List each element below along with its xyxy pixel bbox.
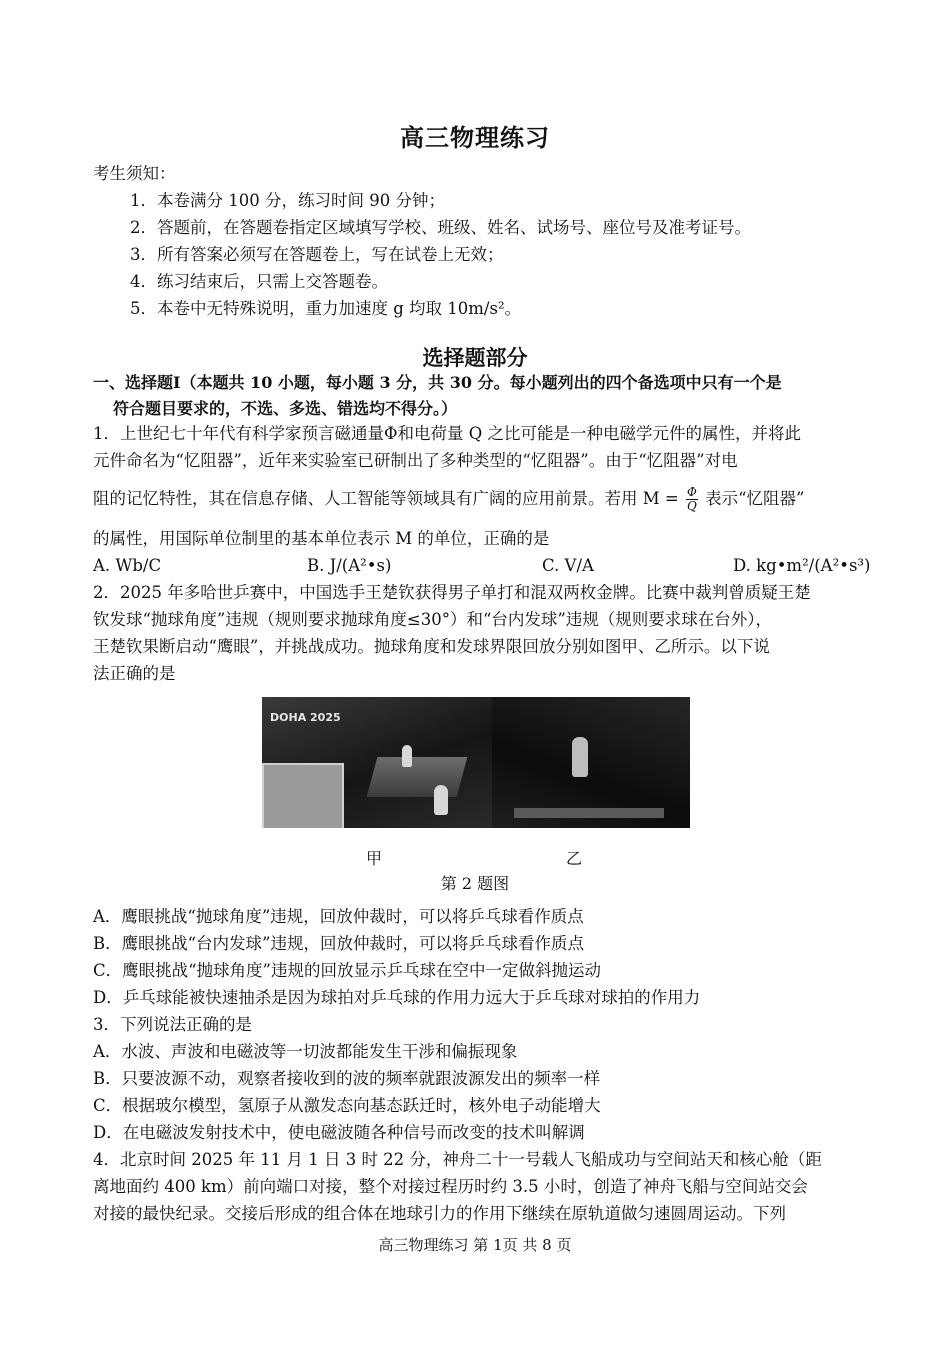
q1-option-d: D. kg•m²/(A²•s³) (733, 556, 871, 575)
page-title: 高三物理练习 (400, 123, 550, 152)
q2-option-b: B．鹰眼挑战“台内发球”违规，回放仲裁时，可以将乒乓球看作质点 (93, 934, 584, 953)
notice-item-1: 1．本卷满分 100 分，练习时间 90 分钟； (130, 191, 445, 210)
q1-line-2: 元件命名为“忆阻器”，近年来实验室已研制出了多种类型的“忆阻器”。由于“忆阻器”对电 (93, 451, 738, 470)
q4-line-2: 离地面约 400 km）前向端口对接，整个对接过程历时约 3.5 小时，创造了神舟飞船与空间站交会 (93, 1177, 808, 1196)
notice-item-4: 4．练习结束后，只需上交答题卷。 (130, 272, 388, 291)
q2-option-a: A．鹰眼挑战“抛球角度”违规，回放仲裁时，可以将乒乓球看作质点 (93, 907, 584, 926)
q2-option-c: C．鹰眼挑战“抛球角度”违规的回放显示乒乓球在空中一定做斜抛运动 (93, 961, 601, 980)
section-title: 选择题部分 (422, 345, 528, 370)
player-figure (572, 737, 588, 777)
photo-jia-text: DOHA 2025 (270, 711, 341, 724)
q2-line-4: 法正确的是 (93, 664, 176, 683)
figure-label-jia: 甲 (366, 849, 383, 868)
q1-option-c: C. V/A (542, 556, 594, 575)
q2-line-1: 2．2025 年多哈世乒赛中，中国选手王楚钦获得男子单打和混双两枚金牌。比赛中裁判曾质疑王楚 (93, 583, 811, 602)
figure-label-yi: 乙 (566, 849, 583, 868)
table-tennis-table (367, 757, 468, 797)
q1-line-3-post: 表示“忆阻器” (705, 489, 805, 508)
q1-line-3 (93, 486, 804, 513)
q1-line-1: 1．上世纪七十年代有科学家预言磁通量Φ和电荷量 Q 之比可能是一种电磁学元件的属性，并将此 (93, 424, 802, 443)
player-figure (434, 785, 448, 815)
q4-line-1: 4．北京时间 2025 年 11 月 1 日 3 时 22 分，神舟二十一号载人飞船成功与空间站天和核心舱（距 (93, 1150, 822, 1169)
q1-frac-den: Q (686, 499, 697, 513)
q1-option-b: B. J/(A²•s) (307, 556, 392, 575)
photo-yi (492, 697, 690, 828)
notice-item-3: 3．所有答案必须写在答题卷上，写在试卷上无效； (130, 245, 504, 264)
photo-jia (262, 697, 492, 828)
q2-line-2: 钦发球“抛球角度”违规（规则要求抛球角度≤30°）和“台内发球”违规（规则要求球在台外）， (93, 610, 773, 629)
q1-fraction (686, 486, 698, 513)
figure-caption: 第 2 题图 (440, 874, 510, 893)
q3-option-b: B．只要波源不动，观察者接收到的波的频率就跟波源发出的频率一样 (93, 1069, 601, 1088)
q3-option-a: A．水波、声波和电磁波等一切波都能发生干涉和偏振现象 (93, 1042, 518, 1061)
replay-banner (514, 808, 664, 818)
q1-line-3-pre: 阻的记忆特性，其在信息存储、人工智能等领域具有广阔的应用前景。若用 M = (93, 489, 679, 508)
q4-line-3: 对接的最快纪录。交接后形成的组合体在地球引力的作用下继续在原轨道做匀速圆周运动。下列 (93, 1204, 786, 1223)
q2-figure (262, 697, 690, 828)
notice-item-5: 5．本卷中无特殊说明，重力加速度 g 均取 10m/s²。 (130, 299, 522, 318)
notice-item-2: 2．答题前，在答题卷指定区域填写学校、班级、姓名、试场号、座位号及准考证号。 (130, 218, 751, 237)
section-instruction-1: 一、选择题Ⅰ（本题共 10 小题，每小题 3 分，共 30 分。每小题列出的四个备选项中只有一个是 (93, 373, 782, 392)
q3-option-c: C．根据玻尔模型，氢原子从激发态向基态跃迁时，核外电子动能增大 (93, 1096, 601, 1115)
q2-option-d: D．乒乓球能被快速抽杀是因为球拍对乒乓球的作用力远大于乒乓球对球拍的作用力 (93, 988, 701, 1007)
section-instruction-2: 符合题目要求的，不选、多选、错选均不得分。） (113, 399, 458, 418)
player-figure (402, 745, 412, 767)
notice-heading: 考生须知： (93, 164, 176, 183)
replay-screen (262, 763, 344, 828)
q2-line-3: 王楚钦果断启动“鹰眼”，并挑战成功。抛球角度和发球界限回放分别如图甲、乙所示。以下说 (93, 637, 770, 656)
q1-option-a: A. Wb/C (93, 556, 162, 575)
q3-option-d: D．在电磁波发射技术中，使电磁波随各种信号而改变的技术叫解调 (93, 1123, 585, 1142)
page-footer: 高三物理练习 第 1页 共 8 页 (378, 1236, 572, 1254)
q1-frac-num: Φ (686, 485, 697, 499)
q1-line-4: 的属性，用国际单位制里的基本单位表示 M 的单位，正确的是 (93, 529, 550, 548)
q3-stem: 3．下列说法正确的是 (93, 1015, 252, 1034)
